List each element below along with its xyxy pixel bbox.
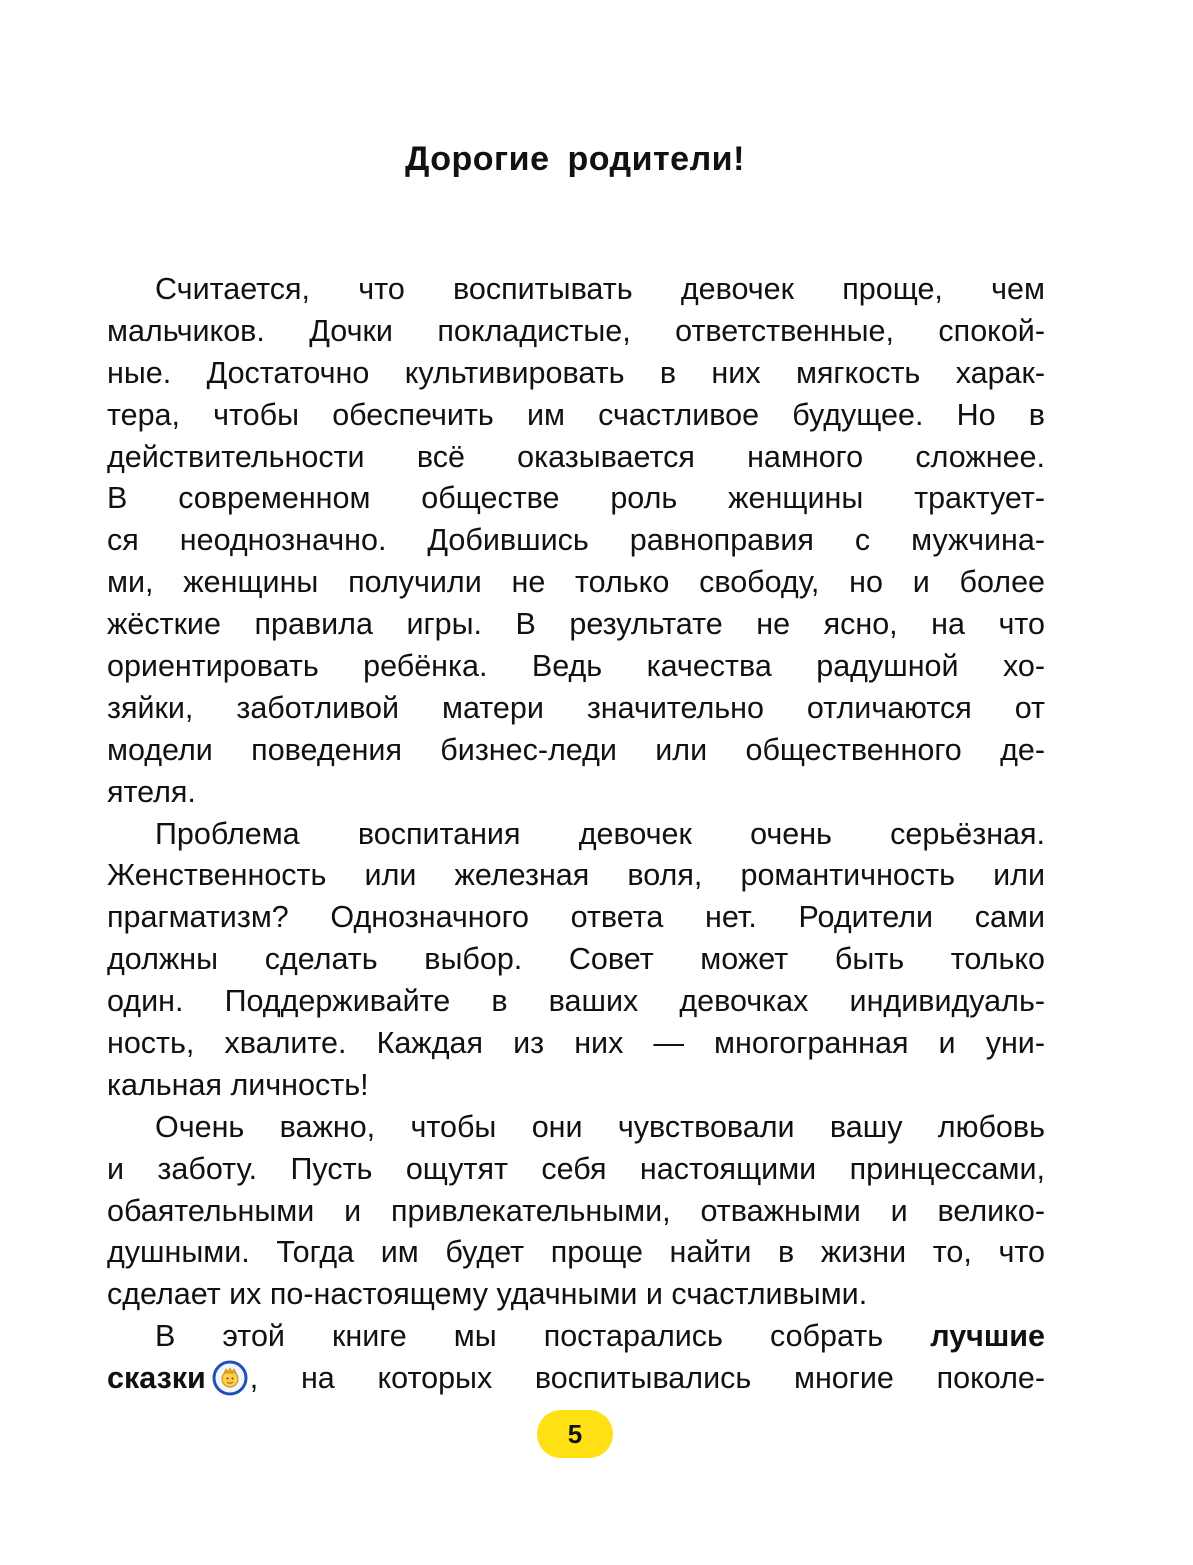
bold-run: лучшие <box>930 1319 1045 1354</box>
text-line: Проблема воспитания девочек очень серьёзная. <box>155 816 1045 851</box>
page-title: Дорогие родители! <box>405 140 745 178</box>
text-line: тера, чтобы обеспечить им счастливое будущее. Но в <box>107 397 1045 432</box>
text-line: Женственность или железная воля, романтичность или <box>107 858 1045 893</box>
page-number-badge <box>537 1410 613 1458</box>
text-line: модели поведения бизнес-леди или общественного де- <box>107 732 1045 767</box>
text-line <box>107 1316 1045 1358</box>
text-line: зяйки, заботливой матери значительно отличаются от <box>107 690 1045 725</box>
text-line: Считается, что воспитывать девочек проще, чем <box>155 272 1045 306</box>
text-line: ориентировать ребёнка. Ведь качества радушной хо- <box>107 649 1045 684</box>
text-line: мальчиков. Дочки покладистые, ответственные, спокой- <box>107 313 1045 348</box>
text-line <box>107 1358 1045 1400</box>
text-line: ми, женщины получили не только свободу, но и более <box>107 565 1045 600</box>
text-line: ятеля. <box>107 774 196 809</box>
text-line: действительности всё оказывается намного сложнее. <box>107 439 1045 474</box>
text-line: душными. Тогда им будет проще найти в жизни то, что <box>107 1235 1045 1270</box>
body-text <box>107 269 1045 1400</box>
text-line: и заботу. Пусть ощутят себя настоящими принцессами, <box>107 1151 1045 1186</box>
text-line: В современном обществе роль женщины трактует- <box>107 481 1045 516</box>
text-line: ные. Достаточно культивировать в них мягкость харак- <box>107 355 1045 390</box>
text-line: жёсткие правила игры. В результате не ясно, на что <box>107 607 1045 642</box>
text-line: один. Поддерживайте в ваших девочках индивидуаль- <box>107 984 1045 1019</box>
text-line: кальная личность! <box>107 1067 369 1102</box>
fairy-tale-book-icon <box>212 1360 248 1396</box>
text-run: В этой книге мы постарались собрать <box>155 1319 884 1354</box>
text-line: обаятельными и привлекательными, отважными и велико- <box>107 1193 1045 1228</box>
page-number: 5 <box>567 1418 583 1449</box>
text-line: ся неоднозначно. Добившись равноправия с мужчина- <box>107 523 1045 558</box>
text-run: , на которых воспитывались многие поколе- <box>249 1361 1045 1396</box>
text-line: прагматизм? Однозначного ответа нет. Родители сами <box>107 900 1045 935</box>
text-line: ность, хвалите. Каждая из них — многогранная и уни- <box>107 1026 1045 1061</box>
text-line: сделает их по-настоящему удачными и счастливыми. <box>107 1277 868 1312</box>
text-line: должны сделать выбор. Совет может быть только <box>107 942 1045 977</box>
bold-run: сказки <box>107 1361 206 1396</box>
text-line: Очень важно, чтобы они чувствовали вашу любовь <box>155 1109 1045 1144</box>
